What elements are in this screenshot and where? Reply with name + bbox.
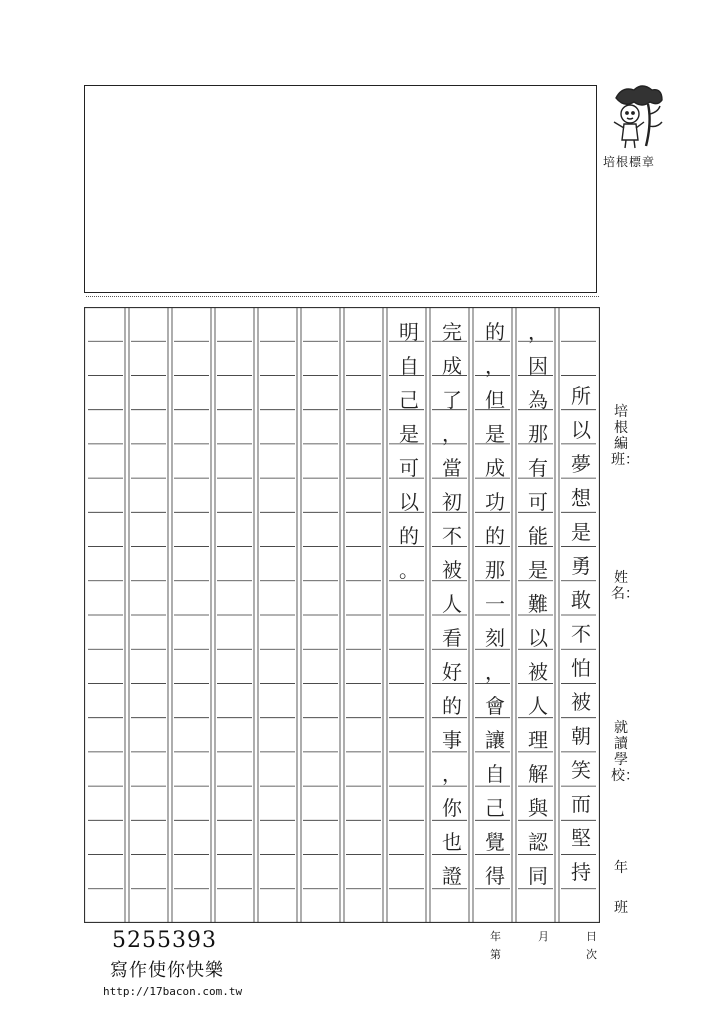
essay-char: 夢 — [571, 452, 591, 476]
essay-char: 可 — [399, 456, 419, 480]
essay-char: 能 — [528, 524, 548, 548]
essay-char: 認 — [528, 830, 548, 854]
essay-char: 的 — [485, 320, 505, 344]
essay-char: 當 — [442, 456, 462, 480]
essay-char: 一 — [485, 592, 505, 616]
essay-char: 是 — [485, 422, 505, 446]
essay-char: 為 — [528, 388, 548, 412]
slogan: 寫作使你快樂 — [110, 960, 224, 981]
essay-char: 刻 — [485, 626, 505, 650]
essay-char: 覺 — [485, 830, 505, 854]
essay-char: 不 — [571, 622, 591, 646]
essay-char: 自 — [485, 762, 505, 786]
class-label: 培根編班： — [611, 404, 639, 468]
bacon-mascot-logo — [608, 78, 668, 150]
year-label: 年 — [614, 860, 628, 876]
mascot-icon — [608, 78, 668, 150]
essay-char: ， — [485, 660, 505, 684]
essay-char: 事 — [442, 728, 462, 752]
essay-char: 勇 — [571, 554, 591, 578]
essay-char: 己 — [485, 796, 505, 820]
essay-char: 持 — [571, 860, 591, 884]
essay-char: 明 — [399, 320, 419, 344]
comment-box-shadow — [86, 293, 599, 297]
essay-char: 得 — [485, 864, 505, 888]
essay-char: 自 — [399, 354, 419, 378]
essay-char: 完 — [442, 320, 462, 344]
essay-char: 那 — [485, 558, 505, 582]
grade-class-label: 班 — [614, 900, 628, 916]
essay-char: 的 — [485, 524, 505, 548]
essay-char: 想 — [571, 486, 591, 510]
essay-char: 。 — [399, 558, 419, 582]
essay-char: 會 — [485, 694, 505, 718]
footer-ordinal: 第 — [490, 948, 501, 961]
essay-char: 怕 — [571, 656, 591, 680]
essay-char: 成 — [485, 456, 505, 480]
essay-char: 讓 — [485, 728, 505, 752]
essay-char: 好 — [442, 660, 462, 684]
essay-column-3 — [478, 315, 512, 893]
essay-char: 可 — [528, 490, 548, 514]
essay-char: 人 — [442, 592, 462, 616]
essay-char: 看 — [442, 626, 462, 650]
essay-column-1 — [564, 379, 598, 889]
essay-char: 被 — [528, 660, 548, 684]
essay-char: 是 — [528, 558, 548, 582]
school-label: 就讀學校： — [611, 720, 639, 784]
essay-char: 以 — [399, 490, 419, 514]
essay-char: ， — [442, 762, 462, 786]
essay-char: 證 — [442, 864, 462, 888]
footer-year: 年 — [490, 930, 501, 943]
essay-char: 理 — [528, 728, 548, 752]
essay-char: 的 — [399, 524, 419, 548]
essay-char: ， — [528, 320, 548, 344]
essay-char: 以 — [571, 418, 591, 442]
essay-char: 而 — [571, 792, 591, 816]
name-label: 姓名： — [611, 570, 639, 602]
essay-char: 了 — [442, 388, 462, 412]
essay-char: 己 — [399, 388, 419, 412]
essay-column-5 — [392, 315, 426, 587]
essay-char: 但 — [485, 388, 505, 412]
essay-char: 被 — [571, 690, 591, 714]
essay-char: 是 — [399, 422, 419, 446]
footer-day: 日 — [586, 930, 597, 943]
logo-caption: 培根標章 — [603, 155, 656, 169]
essay-char: 與 — [528, 796, 548, 820]
essay-char: 不 — [442, 524, 462, 548]
essay-column-2 — [521, 315, 555, 893]
essay-char: 敢 — [571, 588, 591, 612]
footer-times: 次 — [586, 948, 597, 961]
sheet-code: 5255393 — [112, 928, 217, 953]
teacher-comment-box — [84, 85, 597, 293]
essay-char: 同 — [528, 864, 548, 888]
essay-char: 難 — [528, 592, 548, 616]
footer-month: 月 — [538, 930, 549, 943]
essay-column-4 — [435, 315, 469, 893]
essay-char: 功 — [485, 490, 505, 514]
essay-char: 初 — [442, 490, 462, 514]
essay-char: 成 — [442, 354, 462, 378]
essay-char: 以 — [528, 626, 548, 650]
website-url: http://17bacon.com.tw — [103, 985, 243, 998]
essay-char: ， — [442, 422, 462, 446]
essay-char: 所 — [571, 384, 591, 408]
essay-char: 笑 — [571, 758, 591, 782]
essay-char: 朝 — [571, 724, 591, 748]
essay-char: 被 — [442, 558, 462, 582]
essay-char: 人 — [528, 694, 548, 718]
essay-char: 有 — [528, 456, 548, 480]
essay-char: 因 — [528, 354, 548, 378]
essay-char: 你 — [442, 796, 462, 820]
essay-char: 是 — [571, 520, 591, 544]
essay-char: 也 — [442, 830, 462, 854]
essay-char: 堅 — [571, 826, 591, 850]
essay-char: 解 — [528, 762, 548, 786]
essay-char: 那 — [528, 422, 548, 446]
essay-char: 的 — [442, 694, 462, 718]
essay-char: ， — [485, 354, 505, 378]
